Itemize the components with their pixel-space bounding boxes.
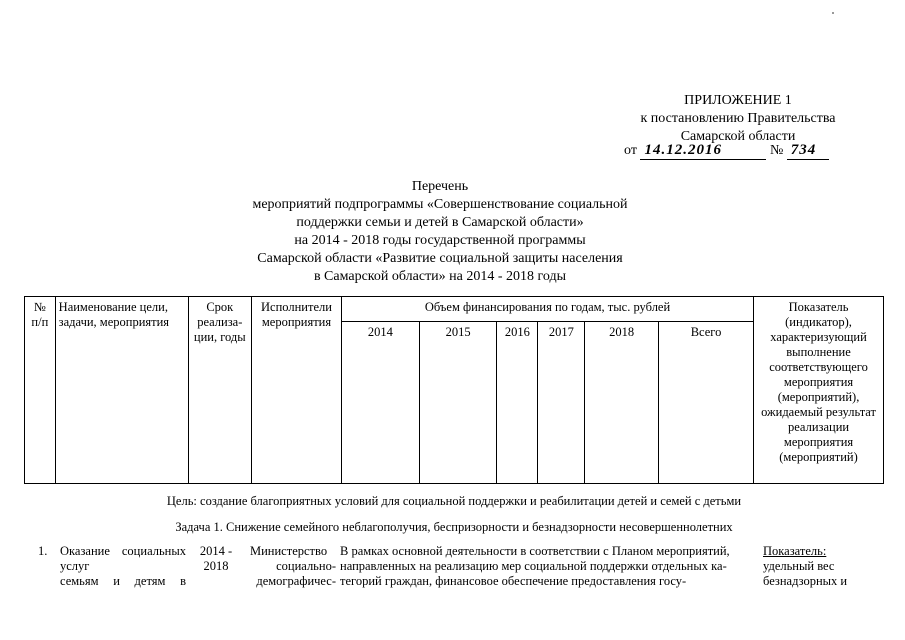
row-1-executor-line-3: демографичес- <box>256 574 336 588</box>
row-1-number: 1. <box>38 544 48 558</box>
title-line-6: в Самарской области» на 2014 - 2018 годы <box>313 269 567 284</box>
header-total: Всего <box>658 322 753 484</box>
row-1-name-line-2: семьям и детям в <box>60 574 186 588</box>
number-prefix: № <box>769 143 784 158</box>
header-year-2016: 2016 <box>497 322 538 484</box>
row-1-term-line-1: 2014 - <box>199 544 233 558</box>
row-1-indicator <box>763 544 883 589</box>
number-underline <box>787 142 829 160</box>
document-title <box>150 178 730 286</box>
title-line-4: на 2014 - 2018 годы государственной программы <box>294 233 586 248</box>
header-name: Наименование цели, задачи, мероприятия <box>55 297 188 484</box>
row-1-indicator-line-2: удельный вес <box>763 559 835 573</box>
title-line-1: Перечень <box>411 179 469 194</box>
title-line-2: мероприятий подпрограммы «Совершенствование социальной <box>252 197 628 212</box>
header-executors: Исполнители мероприятия <box>252 297 342 484</box>
row-1-name <box>60 544 186 589</box>
row-1-description-line-3: тегорий граждан, финансовое обеспечение предоставления госу- <box>340 574 687 588</box>
header-term: Срок реализа-ции, годы <box>188 297 251 484</box>
row-1-description-line-2: направленных на реализацию мер социальной поддержки отдельных ка- <box>340 559 727 573</box>
title-line-3: поддержки семьи и детей в Самарской области» <box>296 215 584 230</box>
header-year-2014: 2014 <box>341 322 419 484</box>
row-1-indicator-line-3: безнадзорных и <box>763 574 848 588</box>
date-underline <box>640 142 766 160</box>
header-funding: Объем финансирования по годам, тыс. рублей <box>341 297 753 322</box>
header-year-2018: 2018 <box>585 322 659 484</box>
header-year-2017: 2017 <box>538 322 585 484</box>
handwritten-number: 734 <box>790 142 817 158</box>
row-1-description-line-1: В рамках основной деятельности в соответствии с Планом мероприятий, <box>340 544 730 558</box>
header-indicator: Показатель (индикатор), характеризующий выполнение соответствующего мероприятия (мероприятий), ожидаемый результат реализации мероприятия (мероприятий) <box>754 297 884 484</box>
resolution-date-line <box>624 142 864 160</box>
title-line-5: Самарской области «Развитие социальной защиты населения <box>257 251 623 266</box>
appendix-block <box>618 92 858 146</box>
row-1-description <box>340 544 756 589</box>
date-prefix: от <box>624 143 637 158</box>
row-1-name-line-1: Оказание социальных услуг <box>60 544 186 573</box>
measures-table <box>24 296 884 484</box>
row-1-executor <box>250 544 336 589</box>
row-1-term-line-2: 2018 <box>203 559 229 573</box>
row-1-term <box>196 544 236 574</box>
row-1-executor-line-2: социально- <box>276 559 336 573</box>
header-year-2015: 2015 <box>419 322 497 484</box>
header-number: № п/п <box>25 297 56 484</box>
row-1-executor-line-1: Министерство <box>250 544 328 558</box>
appendix-line-3: Самарской области <box>680 129 796 144</box>
task-text: Задача 1. Снижение семейного неблагополучия, беспризорности и безнадзорности несовершеннолетних <box>175 520 733 534</box>
goal-text: Цель: создание благоприятных условий для социальной поддержки и реабилитации детей и семей с детьми <box>166 494 742 508</box>
row-1-indicator-line-1: Показатель: <box>763 544 827 558</box>
appendix-line-2: к постановлению Правительства <box>640 111 836 126</box>
scan-speck <box>832 12 834 14</box>
handwritten-date: 14.12.2016 <box>644 142 722 158</box>
appendix-line-1: ПРИЛОЖЕНИЕ 1 <box>684 93 792 108</box>
